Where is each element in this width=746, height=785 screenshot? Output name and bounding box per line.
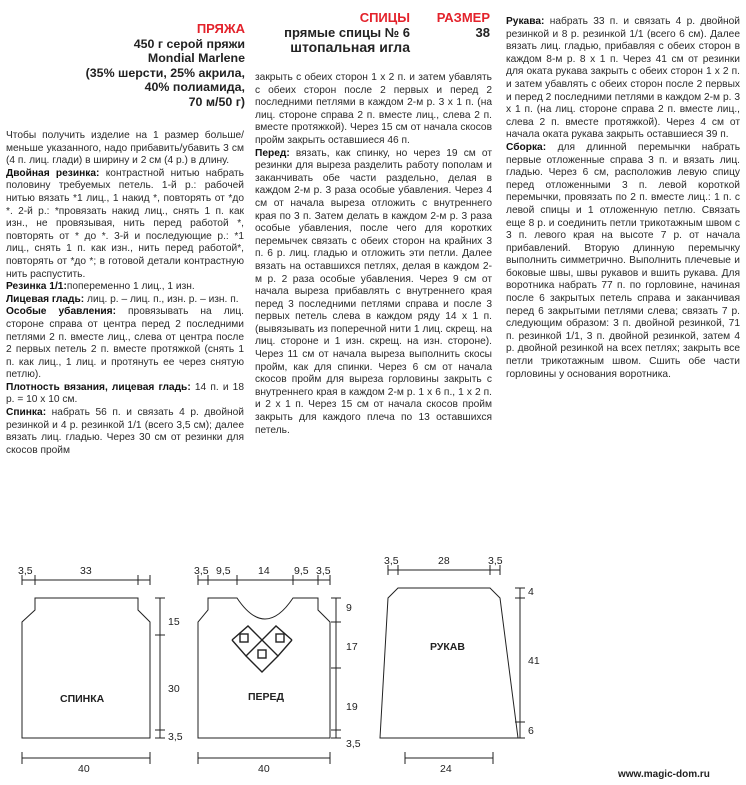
back-text: набрать 56 п. и связать 4 р. двойной резинкой и 4 р. резинкой 1/1 (всего 3,5 см); далее вязать лиц. гладью. Через 30 см от резинки для скосов пройм [6, 407, 244, 456]
front-dim-top-b: 9,5 [216, 565, 231, 577]
sleeve-dim-top-right: 3,5 [488, 555, 503, 567]
back-outline [22, 598, 150, 738]
double-rib-title: Двойная резинка: [6, 167, 100, 179]
gauge-text: 14 п. и 18 р. = 10 х 10 см. [6, 381, 244, 406]
sleeve-dim-top-left: 3,5 [384, 555, 399, 567]
size-heading: РАЗМЕР [436, 10, 490, 25]
front-dim-top-neck: 14 [258, 565, 270, 577]
back-continued-paragraph: закрыть с обеих сторон 1 х 2 п. и затем убавлять с обеих сторон после 2 первых и перед 2 последними петлями в каждом 2-м р. 3 х 1 п. (на лиц. стороне справа 2 п. вместе лиц., слева 2 п. вместе протяжкой). Через 15 см от начала скосов пройм закрыть оставшиеся 46 п. [255, 72, 492, 146]
back-dim-bottom: 40 [78, 763, 90, 775]
front-outline [198, 598, 330, 738]
sleeve-dim-bottom: 24 [440, 763, 452, 775]
watermark: www.magic-dom.ru [618, 769, 710, 780]
front-dim-neck-depth: 9 [346, 602, 352, 614]
sleeve-dim-top-width: 28 [438, 555, 450, 567]
rib-1x1-title: Резинка 1/1: [6, 281, 67, 293]
decrease-title: Особые убавления: [6, 306, 116, 318]
front-dim-top-d: 3,5 [316, 565, 331, 577]
intro-paragraph: Чтобы получить изделие на 1 размер больше/меньше указанного, надо прибавить/убавить 3 см (4 п. лиц. глади) в ширину и 2 см (4 р.) в длину. [6, 130, 244, 167]
front-dim-top-c: 9,5 [294, 565, 309, 577]
gauge-title: Плотность вязания, лицевая гладь: [6, 381, 191, 393]
needles-line-2: штопальная игла [290, 39, 410, 55]
assembly-title: Сборка: [506, 141, 547, 153]
sleeve-dim-cap: 4 [528, 586, 534, 598]
front-dim-bottom: 40 [258, 763, 270, 775]
front-title: Перед: [255, 147, 290, 159]
back-dim-top-left: 3,5 [18, 565, 33, 577]
yarn-heading: ПРЯЖА [196, 21, 245, 36]
rib-1x1-text: попеременно 1 лиц., 1 изн. [66, 281, 195, 293]
front-dim-rib: 3,5 [346, 738, 361, 750]
double-rib-text: контрастной нитью набрать половину требуемых петель. 1-й р.: рабочей нитью вязать *1 лиц., 1 накид *, повторять от *до *. 2-й р.: *провязать накид лиц., снять 1 п. как изн., не провязывая, нить перед работой *, повторять от * до *. 3-й и последующие р.: *1 лиц., снять 1 п. как изн., нить перед работой*, повторять от *до *; в готовой детали контрастную нить распустить. [6, 167, 244, 280]
sleeve-dim-length: 41 [528, 655, 540, 667]
yarn-line-5: 70 м/50 г) [188, 94, 245, 109]
back-dim-armhole: 15 [168, 616, 180, 628]
needles-line-1: прямые спицы № 6 [284, 25, 410, 40]
neck-motif [232, 626, 292, 672]
stockinette-text: лиц. р. – лиц. п., изн. р. – изн. п. [84, 293, 239, 305]
front-dim-upper: 17 [346, 641, 358, 653]
back-dim-side: 30 [168, 683, 180, 695]
yarn-line-3: (35% шерсти, 25% акрила, [85, 65, 245, 80]
back-title: Спинка: [6, 407, 47, 419]
sleeve-label: РУКАВ [430, 641, 465, 653]
back-dim-rib: 3,5 [168, 731, 183, 743]
back-label: СПИНКА [60, 693, 105, 705]
sleeve-title: Рукава: [506, 16, 545, 27]
decrease-text: провязывать на лиц. стороне справа от центра перед 2 последними петлями 2 п. вместе лиц., слева от центра после 2 первых петель 2 п. вместе протяжкой (снять 1 п. как лиц., 1 лиц. и протянуть ее через снятую петлю). [6, 306, 245, 381]
assembly-text: для длинной перемычки набрать первые отложенные справа 3 п. и вязать лиц. гладью. Через 6 см, расположив левую спицу перед отложенными 3 п. левой короткой перемычки, провязать по 2 п. вместе лиц.: 1 п. с левой спицы и 1 отложенную петлю. Связать еще 8 р. и соединить петли трикотажным швом с 3 п. левого края на высоте 7 р. от начала прибавлений. Вторую длинную перемычку выполнить симметрично. Выполнить плечевые и боковые швы, швы рукавов и вшить рукава. Для воротника набрать 77 п. по горловине, начиная после 6 закрытых петель справа и заканчивая перед 6 закрытыми петлями слева; связать 7 р. следующим образом: 3 п. двойной резинкой, 71 п. резинкой 1/1, 3 п. двойной резинкой, затем 4 р. двойной резинкой на всех петлях; закрыть все петли трикотажным швом. Сшить обе части горловины у основания воротника. [506, 141, 740, 380]
yarn-line-4: 40% полиамида, [144, 80, 245, 94]
front-dim-top-a: 3,5 [194, 565, 209, 577]
stockinette-title: Лицевая гладь: [6, 293, 85, 305]
sleeve-dim-cuff: 6 [528, 725, 534, 737]
needles-heading: СПИЦЫ [359, 10, 410, 25]
yarn-line-2: Mondial Marlene [147, 51, 245, 65]
front-label: ПЕРЕД [248, 691, 285, 703]
sleeve-outline [380, 588, 518, 738]
front-dim-lower: 19 [346, 701, 358, 713]
sleeve-text: набрать 33 п. и связать 4 р. двойной резинкой и 8 р. резинкой 1/1 (всего 6 см). Далее вязать лиц. гладью, прибавляя с обеих сторон в каждом 8-м р. 8 х 1 п. Через 41 см от резинки для оката рукава закрыть с обеих сторон 1 х 2 п. и затем убавлять с обеих сторон после 2 первых и перед 2 последними петлями в каждом 2-м р. 3 х 1 п. (на лиц. стороне справа 2 п. вместе лиц., слева 2 п. вместе протяжкой). Через 4 см от начала оката рукава закрыть оставшиеся 39 п. [506, 16, 740, 141]
yarn-line-1: 450 г серой пряжи [133, 36, 245, 51]
back-dim-top-width: 33 [80, 565, 92, 577]
front-text: вязать, как спинку, но через 19 см от резинки для выреза разделить работу пополам и заканчивать обе части раздельно, делая в каждом 2-м р. 3 раза особые убавления. Через 4 см от начала выреза отложить с внутреннего края по 3 п. Затем делать в каждом 2-м р. 3 раза особые убавления, после чего для коротких перемычек связать с обеих сторон на крайних 3 п. 6 р. лиц. гладью и отложить эти петли. Далее вязать на оставшихся петлях, делая в каждом 2-м р. 2 раза особые убавления. Через 9 см от начала выреза прибавлять с внутреннего края перед 3 последними петлями справа и после 3 первых петель слева в каждом ряду 14 х 1 п. (вывязывать из поперечной нити 1 лиц. скрещ. на лиц. стороне и 1 изн. скрещ. на изн. стороне). Через 11 см от начала выреза выполнить скосы пройм, как для спинки. Через 6 см от начала скосов пройм для выреза горловины закрыть с внутреннего края в каждом 2-м р. 1 х 6 п., 1 х 2 п. и 2 х 1 п. Через 15 см от начала скосов пройм закрыть для каждого плеча по 13 оставшихся петель. [255, 147, 492, 436]
size-value: 38 [475, 25, 490, 40]
